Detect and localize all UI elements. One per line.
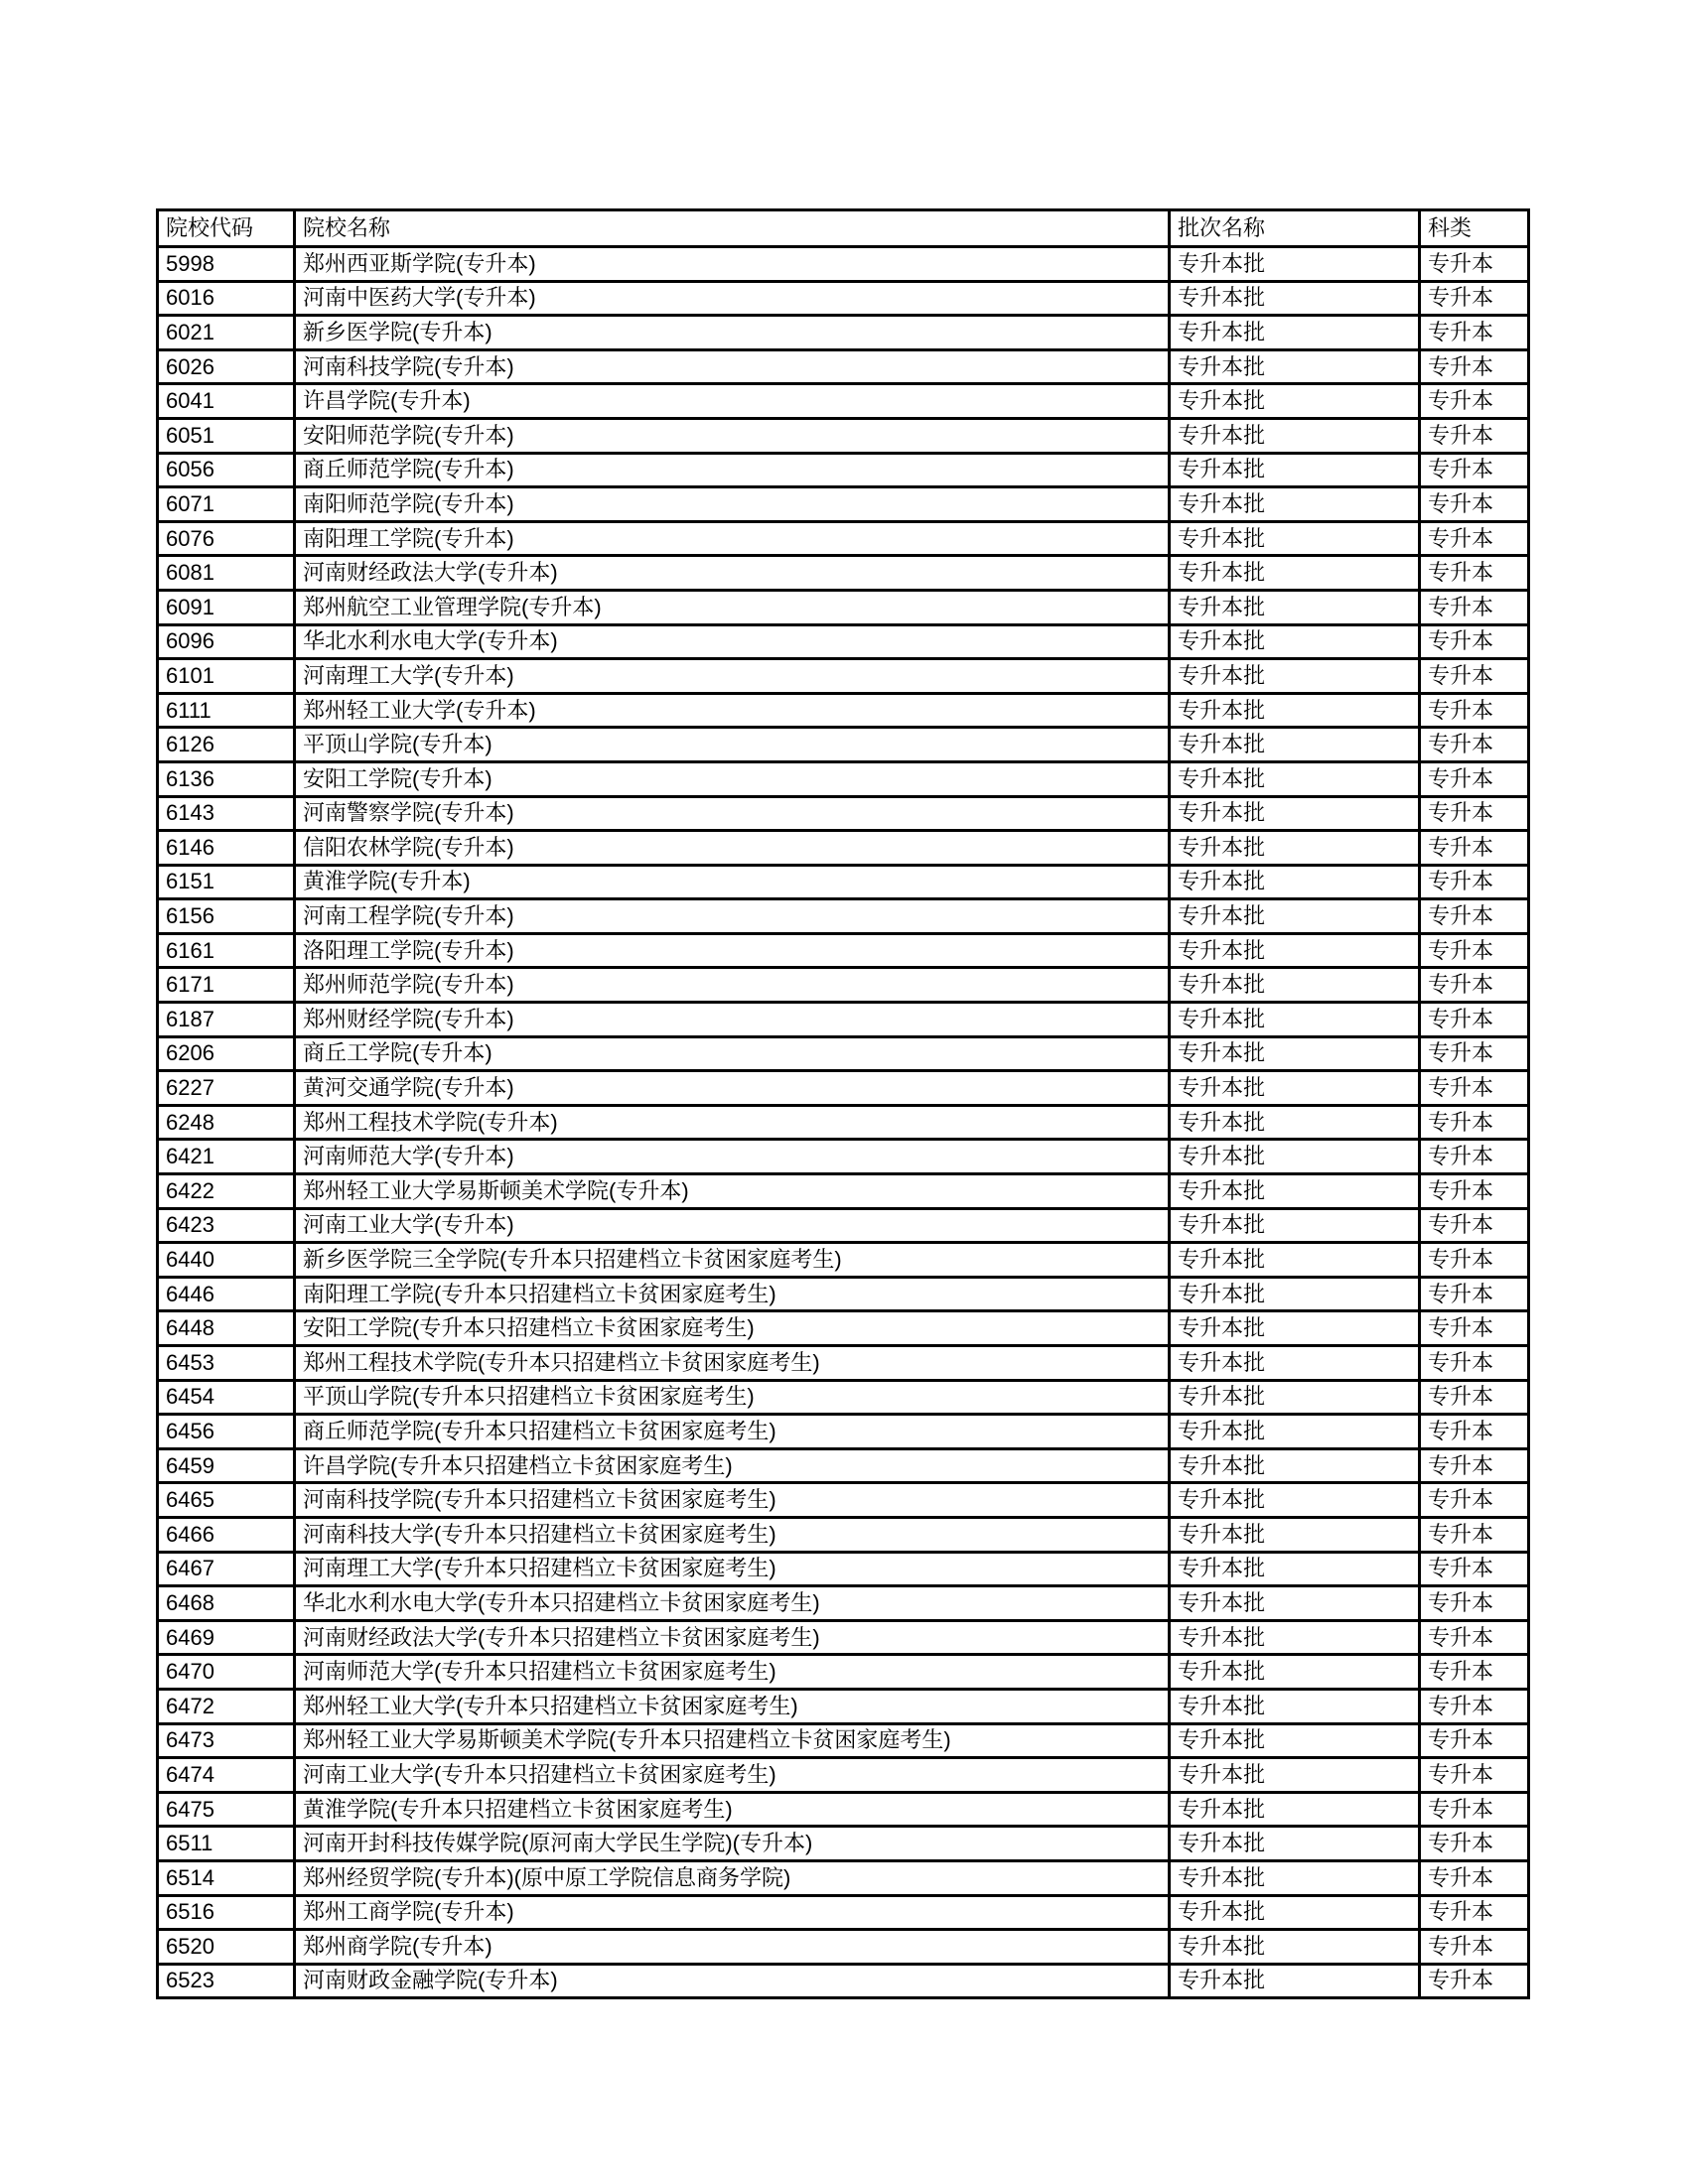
- college-name-cell: 河南中医药大学(专升本): [295, 281, 1170, 316]
- table-row: [158, 761, 1529, 796]
- college-code-cell: 6016: [158, 281, 295, 316]
- batch-name-cell: 专升本批: [1170, 1895, 1420, 1930]
- category-cell: 专升本: [1420, 761, 1529, 796]
- college-code-cell: 6475: [158, 1792, 295, 1827]
- category-cell: 专升本: [1420, 590, 1529, 624]
- batch-name-cell: 专升本批: [1170, 281, 1420, 316]
- college-code-cell: 6227: [158, 1071, 295, 1106]
- college-code-cell: 6206: [158, 1036, 295, 1071]
- college-name-cell: 安阳工学院(专升本): [295, 761, 1170, 796]
- college-code-cell: 6151: [158, 865, 295, 899]
- category-cell: 专升本: [1420, 1620, 1529, 1655]
- college-code-cell: 6474: [158, 1758, 295, 1793]
- college-name-cell: 河南师范大学(专升本只招建档立卡贫困家庭考生): [295, 1655, 1170, 1690]
- college-code-cell: 6523: [158, 1964, 295, 1998]
- college-code-cell: 6096: [158, 624, 295, 659]
- college-name-cell: 河南工业大学(专升本只招建档立卡贫困家庭考生): [295, 1758, 1170, 1793]
- table-row: [158, 1860, 1529, 1895]
- category-cell: 专升本: [1420, 1517, 1529, 1552]
- table-row: [158, 1655, 1529, 1690]
- batch-name-cell: 专升本批: [1170, 1415, 1420, 1449]
- batch-name-cell: 专升本批: [1170, 1827, 1420, 1861]
- batch-name-cell: 专升本批: [1170, 418, 1420, 453]
- table-row: [158, 1036, 1529, 1071]
- table-row: [158, 316, 1529, 350]
- category-cell: 专升本: [1420, 1415, 1529, 1449]
- college-name-cell: 南阳理工学院(专升本只招建档立卡贫困家庭考生): [295, 1277, 1170, 1311]
- table-header-row: [158, 210, 1529, 247]
- category-cell: 专升本: [1420, 1964, 1529, 1998]
- category-cell: 专升本: [1420, 453, 1529, 487]
- college-name-cell: 安阳工学院(专升本只招建档立卡贫困家庭考生): [295, 1311, 1170, 1346]
- table-row: [158, 796, 1529, 831]
- college-name-cell: 河南财经政法大学(专升本只招建档立卡贫困家庭考生): [295, 1620, 1170, 1655]
- college-code-cell: 6453: [158, 1346, 295, 1381]
- batch-name-cell: 专升本批: [1170, 761, 1420, 796]
- category-cell: 专升本: [1420, 1860, 1529, 1895]
- college-name-cell: 华北水利水电大学(专升本): [295, 624, 1170, 659]
- table-row: [158, 384, 1529, 419]
- college-name-cell: 河南工业大学(专升本): [295, 1208, 1170, 1243]
- college-name-cell: 郑州工程技术学院(专升本只招建档立卡贫困家庭考生): [295, 1346, 1170, 1381]
- category-cell: 专升本: [1420, 865, 1529, 899]
- batch-name-cell: 专升本批: [1170, 384, 1420, 419]
- college-code-cell: 6143: [158, 796, 295, 831]
- batch-name-cell: 专升本批: [1170, 1655, 1420, 1690]
- table-row: [158, 1277, 1529, 1311]
- college-code-cell: 6071: [158, 487, 295, 522]
- college-name-cell: 南阳师范学院(专升本): [295, 487, 1170, 522]
- college-code-cell: 6161: [158, 933, 295, 968]
- college-code-cell: 6423: [158, 1208, 295, 1243]
- college-name-cell: 河南科技学院(专升本只招建档立卡贫困家庭考生): [295, 1483, 1170, 1518]
- table-row: [158, 590, 1529, 624]
- batch-name-cell: 专升本批: [1170, 899, 1420, 934]
- college-code-cell: 6511: [158, 1827, 295, 1861]
- table-row: [158, 1448, 1529, 1483]
- college-code-cell: 6041: [158, 384, 295, 419]
- batch-name-cell: 专升本批: [1170, 556, 1420, 591]
- table-row: [158, 728, 1529, 762]
- college-code-cell: 6056: [158, 453, 295, 487]
- college-code-cell: 6516: [158, 1895, 295, 1930]
- header-college-name: 院校名称: [295, 210, 1170, 247]
- category-cell: 专升本: [1420, 1483, 1529, 1518]
- college-code-cell: 6422: [158, 1174, 295, 1209]
- batch-name-cell: 专升本批: [1170, 933, 1420, 968]
- college-code-cell: 6456: [158, 1415, 295, 1449]
- college-code-cell: 6470: [158, 1655, 295, 1690]
- table-row: [158, 1140, 1529, 1174]
- batch-name-cell: 专升本批: [1170, 1964, 1420, 1998]
- category-cell: 专升本: [1420, 487, 1529, 522]
- table-row: [158, 624, 1529, 659]
- category-cell: 专升本: [1420, 281, 1529, 316]
- college-name-cell: 郑州轻工业大学(专升本): [295, 693, 1170, 728]
- batch-name-cell: 专升本批: [1170, 1792, 1420, 1827]
- table-row: [158, 1689, 1529, 1723]
- college-name-cell: 商丘工学院(专升本): [295, 1036, 1170, 1071]
- college-code-cell: 6514: [158, 1860, 295, 1895]
- batch-name-cell: 专升本批: [1170, 1346, 1420, 1381]
- college-name-cell: 郑州商学院(专升本): [295, 1930, 1170, 1965]
- college-code-cell: 6076: [158, 521, 295, 556]
- batch-name-cell: 专升本批: [1170, 1174, 1420, 1209]
- college-name-cell: 河南理工大学(专升本): [295, 659, 1170, 694]
- college-name-cell: 平顶山学院(专升本只招建档立卡贫困家庭考生): [295, 1380, 1170, 1415]
- college-code-cell: 6081: [158, 556, 295, 591]
- category-cell: 专升本: [1420, 1689, 1529, 1723]
- college-name-cell: 黄河交通学院(专升本): [295, 1071, 1170, 1106]
- table-row: [158, 659, 1529, 694]
- college-name-cell: 河南警察学院(专升本): [295, 796, 1170, 831]
- college-name-cell: 河南理工大学(专升本只招建档立卡贫困家庭考生): [295, 1552, 1170, 1586]
- table-row: [158, 418, 1529, 453]
- college-name-cell: 河南科技大学(专升本只招建档立卡贫困家庭考生): [295, 1517, 1170, 1552]
- table-row: [158, 1483, 1529, 1518]
- college-name-cell: 郑州轻工业大学易斯顿美术学院(专升本只招建档立卡贫困家庭考生): [295, 1723, 1170, 1758]
- college-name-cell: 新乡医学院(专升本): [295, 316, 1170, 350]
- table-row: [158, 1105, 1529, 1140]
- batch-name-cell: 专升本批: [1170, 487, 1420, 522]
- college-name-cell: 黄淮学院(专升本只招建档立卡贫困家庭考生): [295, 1792, 1170, 1827]
- category-cell: 专升本: [1420, 1311, 1529, 1346]
- college-name-cell: 郑州工商学院(专升本): [295, 1895, 1170, 1930]
- college-code-cell: 6448: [158, 1311, 295, 1346]
- table-row: [158, 1827, 1529, 1861]
- college-name-cell: 平顶山学院(专升本): [295, 728, 1170, 762]
- college-code-cell: 6021: [158, 316, 295, 350]
- college-name-cell: 郑州工程技术学院(专升本): [295, 1105, 1170, 1140]
- category-cell: 专升本: [1420, 1930, 1529, 1965]
- batch-name-cell: 专升本批: [1170, 1517, 1420, 1552]
- category-cell: 专升本: [1420, 693, 1529, 728]
- college-code-cell: 6421: [158, 1140, 295, 1174]
- college-code-cell: 6171: [158, 968, 295, 1003]
- table-row: [158, 1003, 1529, 1037]
- batch-name-cell: 专升本批: [1170, 693, 1420, 728]
- batch-name-cell: 专升本批: [1170, 316, 1420, 350]
- table-row: [158, 933, 1529, 968]
- batch-name-cell: 专升本批: [1170, 659, 1420, 694]
- category-cell: 专升本: [1420, 659, 1529, 694]
- table-row: [158, 968, 1529, 1003]
- batch-name-cell: 专升本批: [1170, 1277, 1420, 1311]
- batch-name-cell: 专升本批: [1170, 453, 1420, 487]
- college-name-cell: 河南开封科技传媒学院(原河南大学民生学院)(专升本): [295, 1827, 1170, 1861]
- table-row: [158, 1895, 1529, 1930]
- batch-name-cell: 专升本批: [1170, 521, 1420, 556]
- table-row: [158, 521, 1529, 556]
- category-cell: 专升本: [1420, 1174, 1529, 1209]
- college-code-cell: 6146: [158, 831, 295, 866]
- table-row: [158, 1071, 1529, 1106]
- college-code-cell: 6248: [158, 1105, 295, 1140]
- category-cell: 专升本: [1420, 933, 1529, 968]
- table-row: [158, 1792, 1529, 1827]
- college-name-cell: 信阳农林学院(专升本): [295, 831, 1170, 866]
- college-code-cell: 5998: [158, 247, 295, 282]
- batch-name-cell: 专升本批: [1170, 1860, 1420, 1895]
- college-code-cell: 6446: [158, 1277, 295, 1311]
- table-row: [158, 865, 1529, 899]
- batch-name-cell: 专升本批: [1170, 1758, 1420, 1793]
- batch-name-cell: 专升本批: [1170, 247, 1420, 282]
- college-code-cell: 6156: [158, 899, 295, 934]
- batch-name-cell: 专升本批: [1170, 1930, 1420, 1965]
- category-cell: 专升本: [1420, 1586, 1529, 1621]
- college-code-cell: 6520: [158, 1930, 295, 1965]
- category-cell: 专升本: [1420, 316, 1529, 350]
- college-name-cell: 郑州西亚斯学院(专升本): [295, 247, 1170, 282]
- college-name-cell: 河南科技学院(专升本): [295, 349, 1170, 384]
- batch-name-cell: 专升本批: [1170, 1552, 1420, 1586]
- table-row: [158, 281, 1529, 316]
- category-cell: 专升本: [1420, 968, 1529, 1003]
- batch-name-cell: 专升本批: [1170, 1689, 1420, 1723]
- batch-name-cell: 专升本批: [1170, 968, 1420, 1003]
- college-code-cell: 6091: [158, 590, 295, 624]
- category-cell: 专升本: [1420, 1552, 1529, 1586]
- table-row: [158, 831, 1529, 866]
- college-name-cell: 洛阳理工学院(专升本): [295, 933, 1170, 968]
- category-cell: 专升本: [1420, 384, 1529, 419]
- table-row: [158, 1346, 1529, 1381]
- header-college-code: 院校代码: [158, 210, 295, 247]
- college-code-cell: 6111: [158, 693, 295, 728]
- table-row: [158, 1930, 1529, 1965]
- college-name-cell: 商丘师范学院(专升本): [295, 453, 1170, 487]
- batch-name-cell: 专升本批: [1170, 1105, 1420, 1140]
- category-cell: 专升本: [1420, 349, 1529, 384]
- college-code-cell: 6459: [158, 1448, 295, 1483]
- college-code-cell: 6473: [158, 1723, 295, 1758]
- header-batch-name: 批次名称: [1170, 210, 1420, 247]
- category-cell: 专升本: [1420, 1277, 1529, 1311]
- college-name-cell: 河南师范大学(专升本): [295, 1140, 1170, 1174]
- batch-name-cell: 专升本批: [1170, 1380, 1420, 1415]
- table-row: [158, 1174, 1529, 1209]
- category-cell: 专升本: [1420, 899, 1529, 934]
- table-row: [158, 1620, 1529, 1655]
- category-cell: 专升本: [1420, 831, 1529, 866]
- table-row: [158, 1517, 1529, 1552]
- category-cell: 专升本: [1420, 1827, 1529, 1861]
- college-code-cell: 6454: [158, 1380, 295, 1415]
- college-code-cell: 6468: [158, 1586, 295, 1621]
- college-name-cell: 河南财政金融学院(专升本): [295, 1964, 1170, 1998]
- batch-name-cell: 专升本批: [1170, 1243, 1420, 1278]
- table-row: [158, 899, 1529, 934]
- college-name-cell: 郑州航空工业管理学院(专升本): [295, 590, 1170, 624]
- table-row: [158, 1586, 1529, 1621]
- college-name-cell: 商丘师范学院(专升本只招建档立卡贫困家庭考生): [295, 1415, 1170, 1449]
- batch-name-cell: 专升本批: [1170, 349, 1420, 384]
- batch-name-cell: 专升本批: [1170, 1208, 1420, 1243]
- category-cell: 专升本: [1420, 1655, 1529, 1690]
- table-row: [158, 247, 1529, 282]
- college-code-cell: 6465: [158, 1483, 295, 1518]
- header-category: 科类: [1420, 210, 1529, 247]
- batch-name-cell: 专升本批: [1170, 624, 1420, 659]
- category-cell: 专升本: [1420, 1380, 1529, 1415]
- college-name-cell: 河南工程学院(专升本): [295, 899, 1170, 934]
- batch-name-cell: 专升本批: [1170, 1620, 1420, 1655]
- college-name-cell: 黄淮学院(专升本): [295, 865, 1170, 899]
- batch-name-cell: 专升本批: [1170, 1140, 1420, 1174]
- batch-name-cell: 专升本批: [1170, 1003, 1420, 1037]
- college-code-cell: 6466: [158, 1517, 295, 1552]
- batch-name-cell: 专升本批: [1170, 1723, 1420, 1758]
- category-cell: 专升本: [1420, 1140, 1529, 1174]
- category-cell: 专升本: [1420, 247, 1529, 282]
- table-row: [158, 1552, 1529, 1586]
- table-row: [158, 556, 1529, 591]
- category-cell: 专升本: [1420, 1071, 1529, 1106]
- table-row: [158, 1208, 1529, 1243]
- college-name-cell: 许昌学院(专升本): [295, 384, 1170, 419]
- college-name-cell: 许昌学院(专升本只招建档立卡贫困家庭考生): [295, 1448, 1170, 1483]
- college-name-cell: 新乡医学院三全学院(专升本只招建档立卡贫困家庭考生): [295, 1243, 1170, 1278]
- college-name-cell: 安阳师范学院(专升本): [295, 418, 1170, 453]
- table-row: [158, 453, 1529, 487]
- category-cell: 专升本: [1420, 1792, 1529, 1827]
- category-cell: 专升本: [1420, 1448, 1529, 1483]
- category-cell: 专升本: [1420, 1758, 1529, 1793]
- batch-name-cell: 专升本批: [1170, 865, 1420, 899]
- college-name-cell: 郑州轻工业大学易斯顿美术学院(专升本): [295, 1174, 1170, 1209]
- table-row: [158, 1243, 1529, 1278]
- college-code-cell: 6472: [158, 1689, 295, 1723]
- category-cell: 专升本: [1420, 1003, 1529, 1037]
- table-row: [158, 693, 1529, 728]
- category-cell: 专升本: [1420, 1723, 1529, 1758]
- category-cell: 专升本: [1420, 1208, 1529, 1243]
- college-code-cell: 6187: [158, 1003, 295, 1037]
- category-cell: 专升本: [1420, 1105, 1529, 1140]
- batch-name-cell: 专升本批: [1170, 590, 1420, 624]
- college-code-cell: 6467: [158, 1552, 295, 1586]
- table-row: [158, 487, 1529, 522]
- college-admission-table: [156, 208, 1530, 1999]
- table-row: [158, 1964, 1529, 1998]
- table-row: [158, 1311, 1529, 1346]
- college-code-cell: 6469: [158, 1620, 295, 1655]
- batch-name-cell: 专升本批: [1170, 1036, 1420, 1071]
- college-name-cell: 郑州经贸学院(专升本)(原中原工学院信息商务学院): [295, 1860, 1170, 1895]
- batch-name-cell: 专升本批: [1170, 796, 1420, 831]
- category-cell: 专升本: [1420, 1895, 1529, 1930]
- college-name-cell: 河南财经政法大学(专升本): [295, 556, 1170, 591]
- college-code-cell: 6101: [158, 659, 295, 694]
- batch-name-cell: 专升本批: [1170, 1071, 1420, 1106]
- batch-name-cell: 专升本批: [1170, 1483, 1420, 1518]
- table-row: [158, 1758, 1529, 1793]
- category-cell: 专升本: [1420, 1243, 1529, 1278]
- college-name-cell: 郑州轻工业大学(专升本只招建档立卡贫困家庭考生): [295, 1689, 1170, 1723]
- college-code-cell: 6051: [158, 418, 295, 453]
- batch-name-cell: 专升本批: [1170, 831, 1420, 866]
- college-code-cell: 6440: [158, 1243, 295, 1278]
- table-row: [158, 1380, 1529, 1415]
- table-body: [158, 247, 1529, 1998]
- category-cell: 专升本: [1420, 1346, 1529, 1381]
- table-row: [158, 1415, 1529, 1449]
- table-row: [158, 1723, 1529, 1758]
- college-name-cell: 郑州师范学院(专升本): [295, 968, 1170, 1003]
- category-cell: 专升本: [1420, 556, 1529, 591]
- category-cell: 专升本: [1420, 624, 1529, 659]
- batch-name-cell: 专升本批: [1170, 1448, 1420, 1483]
- college-code-cell: 6136: [158, 761, 295, 796]
- batch-name-cell: 专升本批: [1170, 1586, 1420, 1621]
- college-name-cell: 郑州财经学院(专升本): [295, 1003, 1170, 1037]
- batch-name-cell: 专升本批: [1170, 728, 1420, 762]
- category-cell: 专升本: [1420, 796, 1529, 831]
- table-row: [158, 349, 1529, 384]
- college-name-cell: 华北水利水电大学(专升本只招建档立卡贫困家庭考生): [295, 1586, 1170, 1621]
- college-name-cell: 南阳理工学院(专升本): [295, 521, 1170, 556]
- college-code-cell: 6126: [158, 728, 295, 762]
- batch-name-cell: 专升本批: [1170, 1311, 1420, 1346]
- category-cell: 专升本: [1420, 728, 1529, 762]
- category-cell: 专升本: [1420, 521, 1529, 556]
- category-cell: 专升本: [1420, 418, 1529, 453]
- college-code-cell: 6026: [158, 349, 295, 384]
- category-cell: 专升本: [1420, 1036, 1529, 1071]
